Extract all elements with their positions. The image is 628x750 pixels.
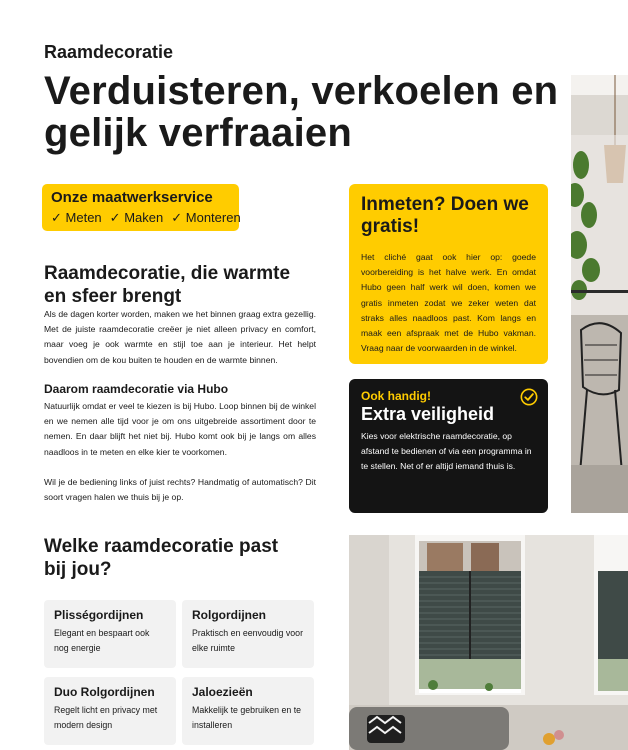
service-item: ✓ Maken: [109, 210, 164, 225]
measure-card-title: Inmeten? Doen we gratis!: [361, 194, 529, 237]
choose-heading: Welke raamdecoratie past bij jou?: [44, 536, 279, 580]
product-tile-desc: Regelt licht en privacy met modern design: [54, 705, 158, 730]
section-heading-why: Daarom raamdecoratie via Hubo: [44, 382, 229, 396]
service-title: Onze maatwerkservice: [51, 189, 213, 206]
section-text-why: Natuurlijk omdat er veel te kiezen is bij Hubo. Loop binnen bij de winkel en we nemen alle tijd voor je om ons uitgebreide assortiment door te nemen. En daar blijft het niet bij. Hubo komt ook bij je langs om alles naadloos in te meten en elke kier te voorkomen.: [44, 401, 316, 457]
check-icon: ✓: [51, 210, 62, 225]
product-tile-plisse[interactable]: [44, 600, 176, 668]
section-text-warmth: Als de dagen korter worden, maken we het binnen graag extra gezellig. Met de juiste raamdecoratie creëer je niet alleen privacy en comfort, maar voeg je ook warmte en stijl toe aan je interieur. Het helpt bovendien om de kou buiten te houden en de warmte binnen.: [44, 309, 316, 365]
interior-photo: [571, 75, 628, 513]
safety-card-text: Kies voor elektrische raamdecoratie, op afstand te bedienen of via een programma in te stellen. Net of er altijd iemand thuis is.: [361, 431, 532, 472]
service-list: [51, 209, 241, 226]
product-tile-desc: Praktisch en eenvoudig voor elke ruimte: [192, 628, 304, 653]
living-room-photo: [349, 535, 628, 750]
interior-illustration: [571, 75, 628, 513]
product-tile-desc: Elegant en bespaart ook nog energie: [54, 628, 150, 653]
measure-card-text: Het cliché gaat ook hier op: goede voorbereiding is het halve werk. En omdat Hubo geen half werk wil doen, komen we gratis inmeten zodat we zeker weten dat straks alles naadloos past. Kom langs en maak een afspraak met de Hubo vakman. Vraag naar de voorwaarden in de winkel.: [361, 252, 536, 354]
product-tile-jaloezieen[interactable]: [182, 677, 314, 745]
service-badge: [42, 184, 239, 231]
product-tile-title: Jaloezieën: [192, 685, 253, 699]
product-tile-title: Duo Rolgordijnen: [54, 685, 155, 699]
safety-card-title: Extra veiligheid: [361, 404, 495, 424]
measure-card: [349, 184, 548, 364]
safety-card-kicker: Ook handig!: [361, 389, 431, 403]
service-item: ✓ Meten: [51, 210, 102, 225]
page-title: Verduisteren, verkoelen en gelijk verfraaien: [44, 69, 559, 155]
product-tile-title: Rolgordijnen: [192, 608, 266, 622]
check-icon: ✓: [109, 210, 121, 225]
check-icon: ✓: [171, 210, 183, 225]
living-room-illustration: [349, 535, 628, 750]
service-item: ✓ Monteren: [171, 210, 241, 225]
safety-card: [349, 379, 548, 513]
section-text-why-2: Wil je de bediening links of juist rechts? Handmatig of automatisch? Dit soort vragen halen we thuis bij je op.: [44, 477, 316, 503]
check-circle-icon: [520, 388, 538, 406]
product-tile-desc: Makkelijk te gebruiken en te installeren: [192, 705, 302, 730]
product-tile-rolgordijnen[interactable]: [182, 600, 314, 668]
product-tile-duo-rolgordijnen[interactable]: [44, 677, 176, 745]
section-heading-warmth: Raamdecoratie, die warmte en sfeer brengt: [44, 263, 291, 307]
category-kicker: Raamdecoratie: [44, 42, 174, 62]
product-tile-title: Plisségordijnen: [54, 608, 144, 622]
